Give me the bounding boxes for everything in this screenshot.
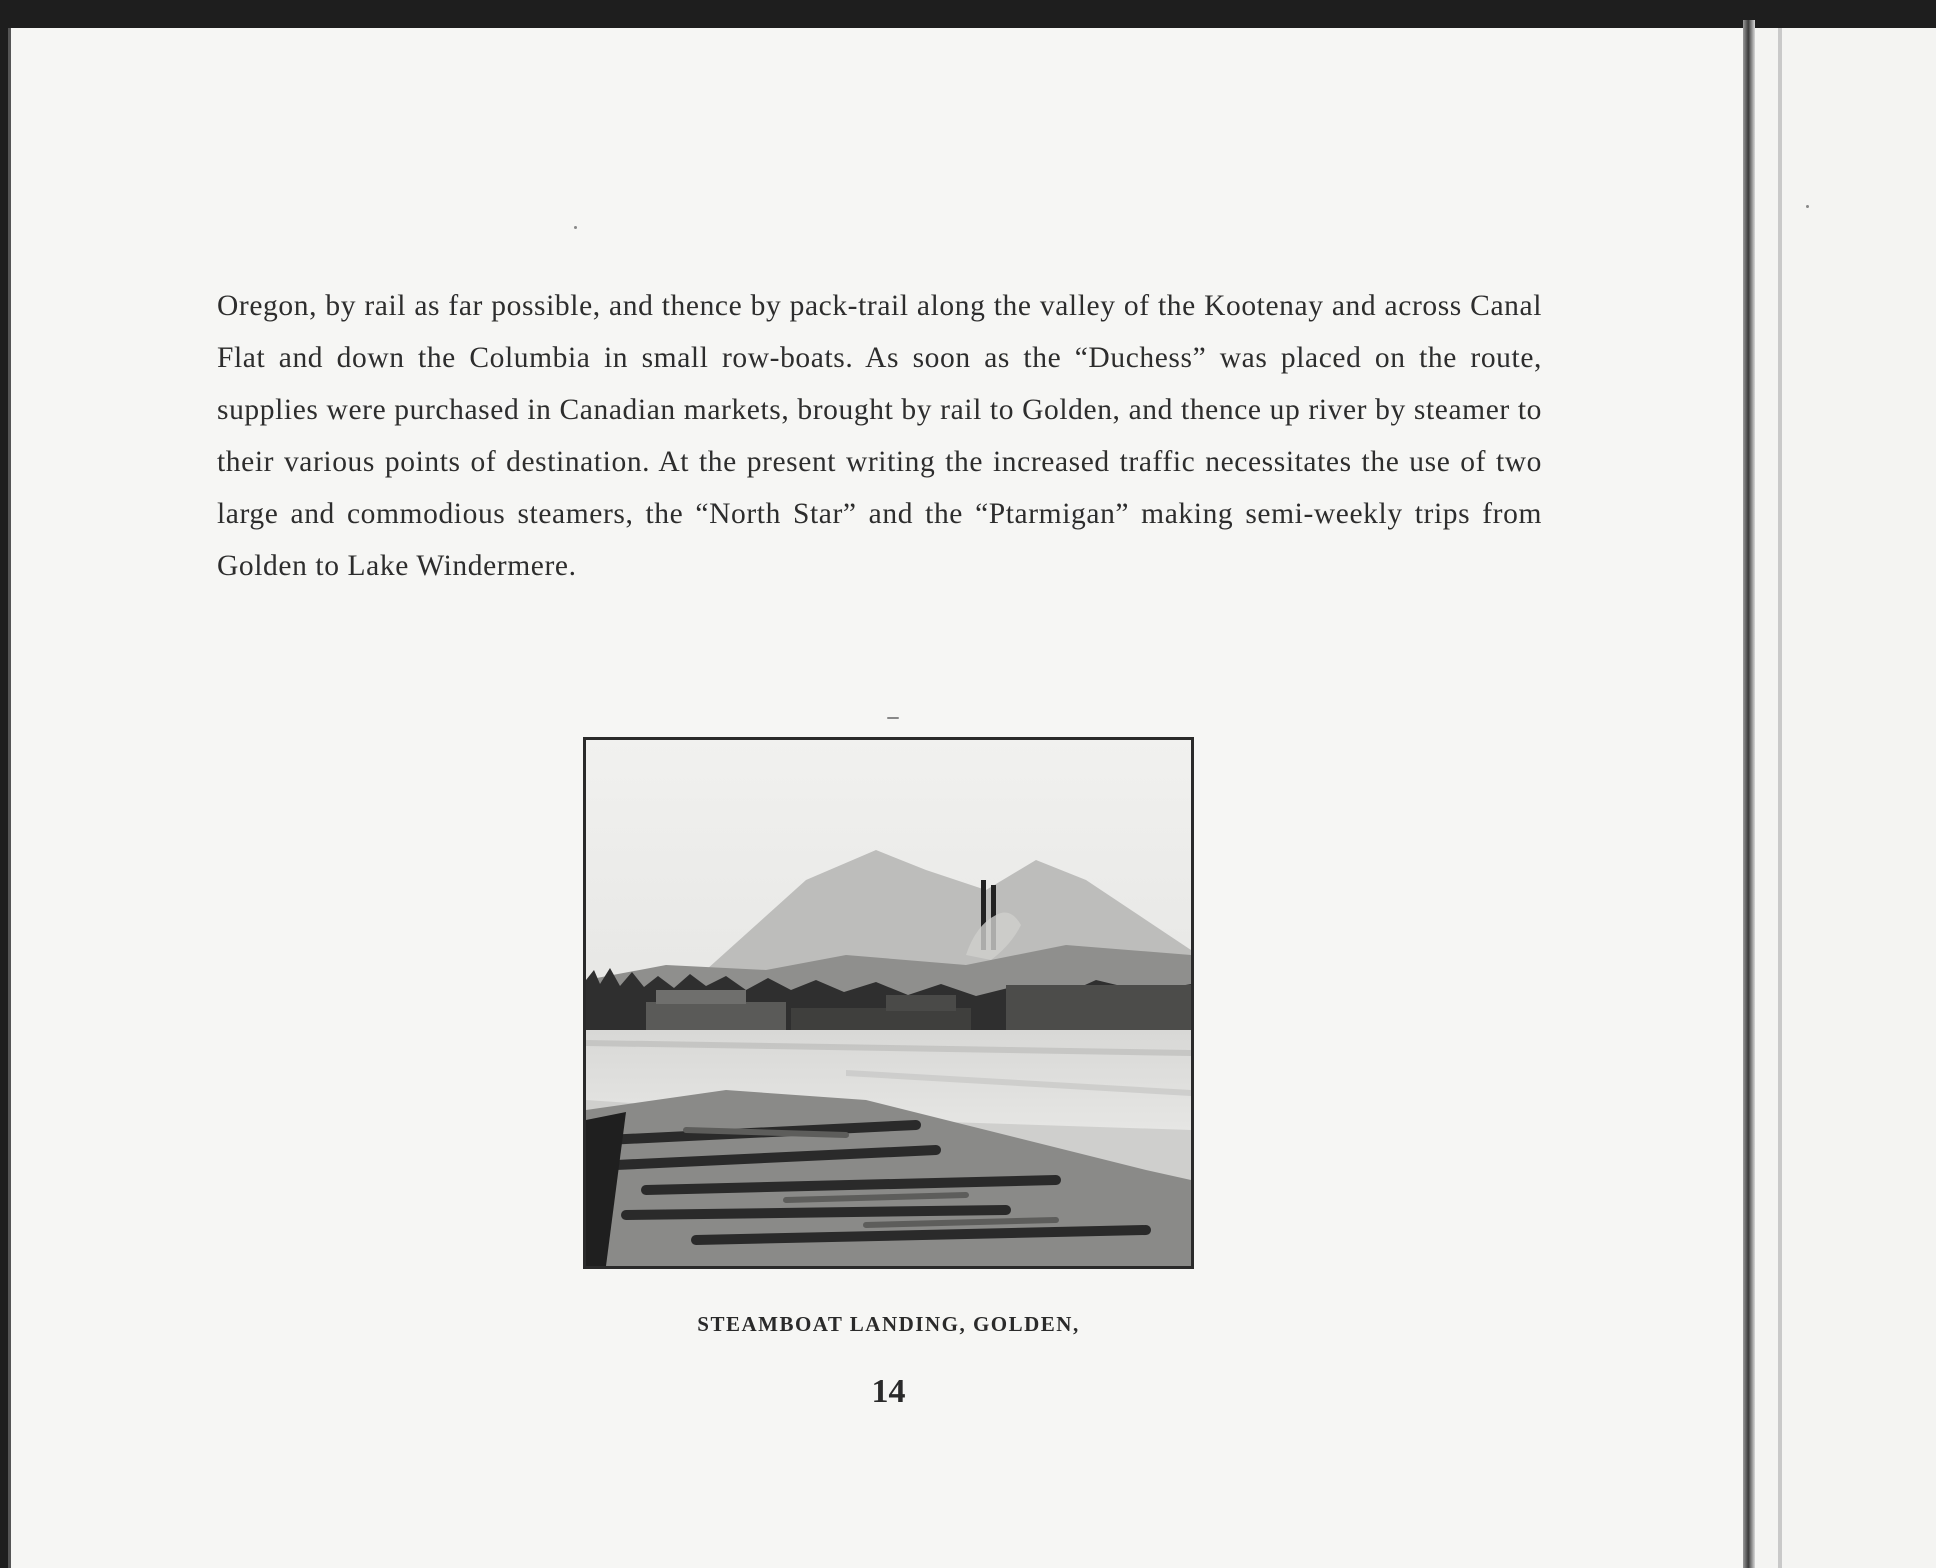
facing-page-edge [1778, 28, 1782, 1568]
paper-speck [1806, 205, 1809, 208]
paper-speck [887, 717, 899, 719]
photo-image [586, 740, 1191, 1266]
book-gutter [1743, 20, 1755, 1568]
steamboat-landing-photo [583, 737, 1194, 1269]
paper-speck [574, 226, 577, 229]
page-number: 14 [871, 1373, 906, 1410]
photo-caption: STEAMBOAT LANDING, GOLDEN, [697, 1312, 1080, 1336]
body-paragraph: Oregon, by rail as far possible, and thence by pack-trail along the valley of the Kootenay and across Canal Flat and down the Columbia in small row-boats. As soon as the “Duchess” was placed on the route, supplies were purchased in Canadian markets, brought by rail to Golden, and thence up river by steamer to their various points of destination. At the present writing the increased traffic necessitates the use of two large and commodious steamers, the “North Star” and the “Ptarmigan” making semi-weekly trips from Golden to Lake Windermere. [217, 290, 1542, 582]
